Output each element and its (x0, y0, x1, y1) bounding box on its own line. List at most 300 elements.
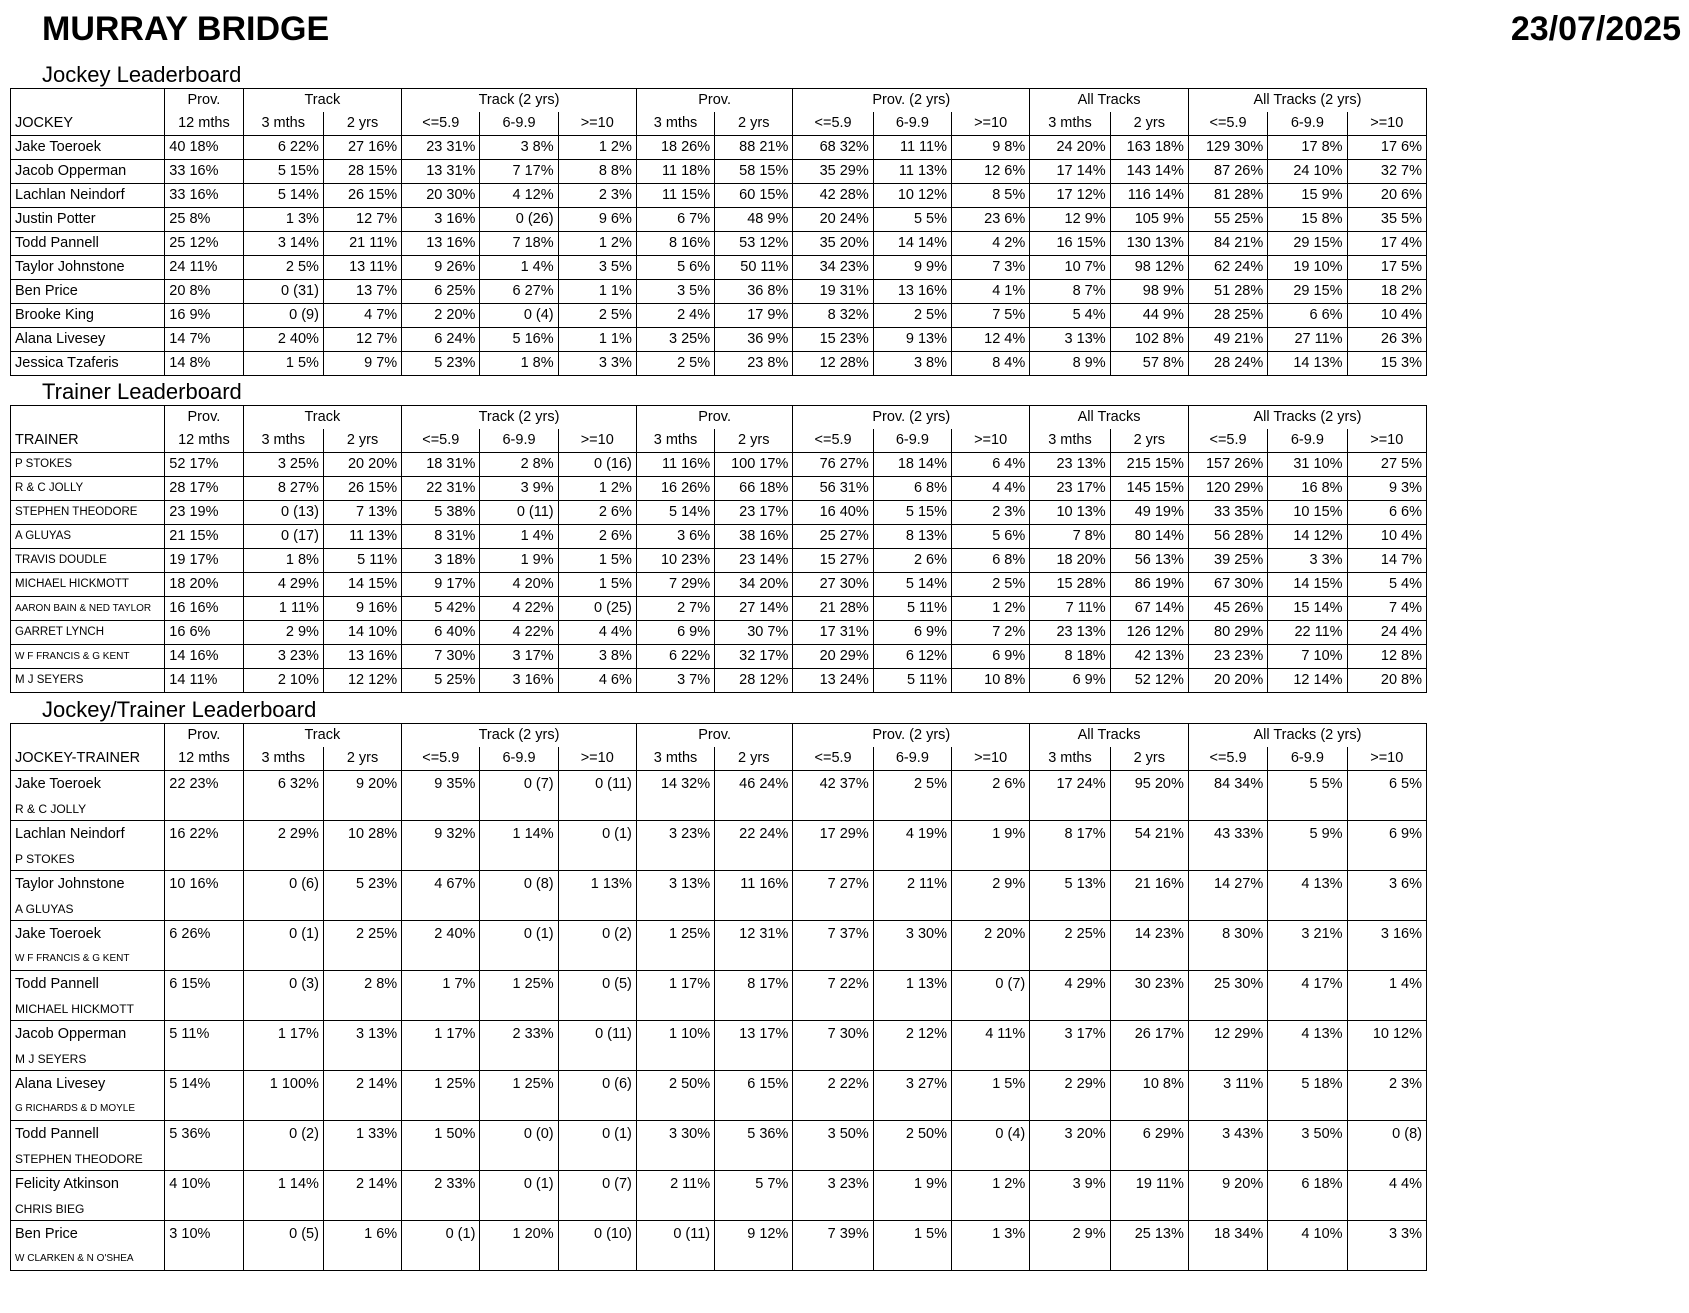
empty-cell (480, 947, 558, 971)
trainer-row (11, 453, 1427, 477)
empty-cell (323, 847, 401, 871)
stat-cell: 15 3% (1347, 352, 1426, 376)
stat-cell: 12 9% (1030, 208, 1110, 232)
empty-cell (1030, 847, 1110, 871)
stat-cell: 25 27% (793, 525, 873, 549)
stat-cell: 28 12% (715, 669, 793, 693)
empty-cell (402, 1097, 480, 1121)
stat-cell: 1 25% (402, 1071, 480, 1098)
empty-cell (952, 1197, 1030, 1221)
column-sub-header: >=10 (952, 747, 1030, 771)
stat-cell: 2 33% (480, 1021, 558, 1048)
column-group-header: All Tracks (2 yrs) (1188, 724, 1426, 748)
stat-cell: 7 8% (1030, 525, 1110, 549)
stat-cell: 46 24% (715, 771, 793, 798)
column-group-header: Prov. (636, 724, 792, 748)
stat-cell: 6 4% (952, 453, 1030, 477)
stat-cell: 28 17% (165, 477, 243, 501)
stat-cell: 3 43% (1188, 1121, 1267, 1148)
stat-cell: 35 5% (1347, 208, 1426, 232)
stat-cell: 13 7% (323, 280, 401, 304)
stat-cell: 8 13% (873, 525, 951, 549)
empty-cell (793, 897, 873, 921)
stat-cell: 1 5% (952, 1071, 1030, 1098)
jockey-row (11, 256, 1427, 280)
stat-cell: 2 5% (952, 573, 1030, 597)
stat-cell: 3 8% (480, 136, 558, 160)
column-group-header: Prov. (636, 89, 792, 113)
empty-cell (323, 1147, 401, 1171)
stat-cell: 2 40% (402, 921, 480, 948)
empty-cell (793, 1047, 873, 1071)
column-group-header: All Tracks (2 yrs) (1188, 406, 1426, 430)
empty-cell (1030, 1047, 1110, 1071)
stat-cell: 7 18% (480, 232, 558, 256)
stat-cell: 12 28% (793, 352, 873, 376)
stat-cell: 45 26% (1188, 597, 1267, 621)
column-sub-header: 6-9.9 (873, 112, 951, 136)
stat-cell: 80 14% (1110, 525, 1188, 549)
column-group-header: Track (2 yrs) (402, 724, 637, 748)
jockey-name: Taylor Johnstone (11, 256, 165, 280)
jockey-row (11, 280, 1427, 304)
stat-cell: 1 17% (402, 1021, 480, 1048)
empty-cell (323, 1197, 401, 1221)
empty-cell (636, 947, 714, 971)
stat-cell: 3 18% (402, 549, 480, 573)
stat-cell: 16 9% (165, 304, 243, 328)
stat-cell: 14 7% (165, 328, 243, 352)
stat-cell: 22 11% (1268, 621, 1347, 645)
stat-cell: 0 (10) (558, 1221, 636, 1248)
stat-cell: 1 8% (480, 352, 558, 376)
empty-cell (873, 847, 951, 871)
column-sub-header: 2 yrs (323, 429, 401, 453)
stat-cell: 20 20% (323, 453, 401, 477)
empty-cell (243, 847, 323, 871)
empty-cell (715, 1047, 793, 1071)
empty-cell (636, 1147, 714, 1171)
column-sub-header: 2 yrs (1110, 112, 1188, 136)
stat-cell: 9 20% (1188, 1171, 1267, 1198)
stat-cell: 1 4% (1347, 971, 1426, 998)
stat-cell: 4 11% (952, 1021, 1030, 1048)
stat-cell: 4 13% (1268, 871, 1347, 898)
stat-cell: 32 17% (715, 645, 793, 669)
stat-cell: 1 4% (480, 256, 558, 280)
empty-cell (1268, 1047, 1347, 1071)
empty-cell (873, 1147, 951, 1171)
column-group-header: Prov. (636, 406, 792, 430)
stat-cell: 1 17% (636, 971, 714, 998)
stat-cell: 18 31% (402, 453, 480, 477)
stat-cell: 5 18% (1268, 1071, 1347, 1098)
stat-cell: 29 15% (1268, 280, 1347, 304)
jockey-trainer-row (11, 1071, 1427, 1098)
stat-cell: 56 28% (1188, 525, 1267, 549)
stat-cell: 0 (2) (558, 921, 636, 948)
stat-cell: 5 14% (636, 501, 714, 525)
stat-cell: 22 31% (402, 477, 480, 501)
stat-cell: 10 4% (1347, 304, 1426, 328)
stat-cell: 3 23% (636, 821, 714, 848)
column-sub-header: 6-9.9 (873, 429, 951, 453)
empty-cell (1110, 1197, 1188, 1221)
empty-cell (873, 897, 951, 921)
stat-cell: 3 16% (1347, 921, 1426, 948)
stat-cell: 8 31% (402, 525, 480, 549)
empty-cell (636, 997, 714, 1021)
stat-cell: 1 25% (636, 921, 714, 948)
stat-cell: 16 40% (793, 501, 873, 525)
stat-cell: 9 3% (1347, 477, 1426, 501)
stat-cell: 0 (1) (558, 821, 636, 848)
stat-cell: 8 8% (558, 160, 636, 184)
stat-cell: 2 5% (873, 771, 951, 798)
column-group-header: Track (243, 406, 402, 430)
jockey-row (11, 304, 1427, 328)
stat-cell: 1 100% (243, 1071, 323, 1098)
stat-cell: 2 12% (873, 1021, 951, 1048)
stat-cell: 1 25% (480, 1071, 558, 1098)
empty-cell (1110, 1047, 1188, 1071)
stat-cell: 3 6% (1347, 871, 1426, 898)
stat-cell: 19 31% (793, 280, 873, 304)
empty-cell (558, 1247, 636, 1271)
column-sub-header: 2 yrs (1110, 747, 1188, 771)
stat-cell: 35 29% (793, 160, 873, 184)
jockey-trainer-row-trainer (11, 897, 1427, 921)
empty-cell (873, 1247, 951, 1271)
stat-cell: 3 50% (1268, 1121, 1347, 1148)
stat-cell: 105 9% (1110, 208, 1188, 232)
stat-cell: 15 23% (793, 328, 873, 352)
empty-cell (243, 1147, 323, 1171)
stat-cell: 21 15% (165, 525, 243, 549)
stat-cell: 2 9% (243, 621, 323, 645)
stat-cell: 2 14% (323, 1171, 401, 1198)
column-sub-header: <=5.9 (1188, 429, 1267, 453)
stat-cell: 3 10% (165, 1221, 243, 1248)
stat-cell: 2 4% (636, 304, 714, 328)
stat-cell: 14 10% (323, 621, 401, 645)
stat-cell: 12 31% (715, 921, 793, 948)
stat-cell: 5 36% (165, 1121, 243, 1148)
stat-cell: 22 23% (165, 771, 243, 798)
stat-cell: 6 9% (873, 621, 951, 645)
trainer-name: M J SEYERS (11, 669, 165, 693)
trainer-row (11, 573, 1427, 597)
stat-cell: 7 3% (952, 256, 1030, 280)
jockey-trainer-row (11, 1171, 1427, 1198)
stat-cell: 3 13% (323, 1021, 401, 1048)
stat-cell: 0 (6) (243, 871, 323, 898)
stat-cell: 0 (13) (243, 501, 323, 525)
empty-cell (480, 797, 558, 821)
column-sub-header: 3 mths (1030, 747, 1110, 771)
empty-cell (793, 997, 873, 1021)
column-sub-header: 6-9.9 (1268, 112, 1347, 136)
stat-cell: 28 24% (1188, 352, 1267, 376)
stat-cell: 0 (31) (243, 280, 323, 304)
stat-cell: 6 9% (952, 645, 1030, 669)
stat-cell: 5 16% (480, 328, 558, 352)
column-sub-header: >=10 (558, 112, 636, 136)
jt-trainer-name: CHRIS BIEG (11, 1197, 165, 1221)
stat-cell: 67 30% (1188, 573, 1267, 597)
stat-cell: 0 (26) (480, 208, 558, 232)
column-sub-header: 3 mths (1030, 429, 1110, 453)
stat-cell: 56 31% (793, 477, 873, 501)
jockey-row (11, 184, 1427, 208)
stat-cell: 58 15% (715, 160, 793, 184)
stat-cell: 33 16% (165, 160, 243, 184)
header-sub-row (11, 112, 1427, 136)
empty-cell (1188, 947, 1267, 971)
empty-cell (558, 1147, 636, 1171)
stat-cell: 19 11% (1110, 1171, 1188, 1198)
empty-cell (1268, 847, 1347, 871)
column-sub-header: 12 mths (165, 429, 243, 453)
empty-cell (1268, 897, 1347, 921)
stat-cell: 3 14% (243, 232, 323, 256)
header-sub-row (11, 429, 1427, 453)
jt-trainer-name: STEPHEN THEODORE (11, 1147, 165, 1171)
stat-cell: 4 4% (952, 477, 1030, 501)
stat-cell: 6 25% (402, 280, 480, 304)
jockey-name: Justin Potter (11, 208, 165, 232)
stat-cell: 2 9% (952, 871, 1030, 898)
stat-cell: 80 29% (1188, 621, 1267, 645)
stat-cell: 6 6% (1347, 501, 1426, 525)
column-sub-header: 2 yrs (323, 747, 401, 771)
stat-cell: 15 14% (1268, 597, 1347, 621)
empty-cell (1347, 947, 1426, 971)
jockey-trainer-row (11, 771, 1427, 798)
empty-cell (715, 1147, 793, 1171)
stat-cell: 81 28% (1188, 184, 1267, 208)
stat-cell: 25 13% (1110, 1221, 1188, 1248)
column-sub-header: <=5.9 (793, 747, 873, 771)
column-sub-header: <=5.9 (402, 747, 480, 771)
stat-cell: 5 36% (715, 1121, 793, 1148)
stat-cell: 12 4% (952, 328, 1030, 352)
empty-cell (636, 1197, 714, 1221)
stat-cell: 32 7% (1347, 160, 1426, 184)
stat-cell: 4 20% (480, 573, 558, 597)
empty-cell (1188, 1247, 1267, 1271)
stat-cell: 26 17% (1110, 1021, 1188, 1048)
stat-cell: 11 11% (873, 136, 951, 160)
stat-cell: 10 12% (873, 184, 951, 208)
stat-cell: 17 6% (1347, 136, 1426, 160)
stat-cell: 1 10% (636, 1021, 714, 1048)
jt-jockey-name: Taylor Johnstone (11, 871, 165, 898)
empty-cell (243, 1097, 323, 1121)
empty-cell (636, 1247, 714, 1271)
empty-cell (1188, 1197, 1267, 1221)
stat-cell: 1 2% (952, 1171, 1030, 1198)
empty-cell (1347, 1247, 1426, 1271)
stat-cell: 102 8% (1110, 328, 1188, 352)
empty-cell (952, 897, 1030, 921)
empty-cell (558, 1197, 636, 1221)
empty-cell (1268, 947, 1347, 971)
stat-cell: 157 26% (1188, 453, 1267, 477)
stat-cell: 0 (1) (558, 1121, 636, 1148)
stat-cell: 0 (11) (558, 1021, 636, 1048)
stat-cell: 2 5% (558, 304, 636, 328)
column-sub-header: <=5.9 (1188, 747, 1267, 771)
empty-cell (715, 997, 793, 1021)
stat-cell: 34 20% (715, 573, 793, 597)
stat-cell: 0 (8) (1347, 1121, 1426, 1148)
stat-cell: 20 30% (402, 184, 480, 208)
stat-cell: 1 8% (243, 549, 323, 573)
stat-cell: 5 14% (243, 184, 323, 208)
stat-cell: 13 24% (793, 669, 873, 693)
trainer-row (11, 621, 1427, 645)
stat-cell: 5 11% (873, 669, 951, 693)
jt-trainer-name: MICHAEL HICKMOTT (11, 997, 165, 1021)
stat-cell: 1 20% (480, 1221, 558, 1248)
stat-cell: 14 23% (1110, 921, 1188, 948)
empty-cell (873, 1097, 951, 1121)
column-sub-header: <=5.9 (402, 112, 480, 136)
stat-cell: 18 20% (1030, 549, 1110, 573)
stat-cell: 1 33% (323, 1121, 401, 1148)
stat-cell: 13 17% (715, 1021, 793, 1048)
empty-cell (1030, 897, 1110, 921)
column-sub-header: >=10 (952, 429, 1030, 453)
stat-cell: 34 23% (793, 256, 873, 280)
stat-cell: 17 8% (1268, 136, 1347, 160)
empty-cell (165, 897, 243, 921)
empty-cell (1347, 847, 1426, 871)
stat-cell: 66 18% (715, 477, 793, 501)
empty-cell (1030, 1197, 1110, 1221)
stat-cell: 52 12% (1110, 669, 1188, 693)
jt-jockey-name: Jacob Opperman (11, 1021, 165, 1048)
column-sub-header: >=10 (1347, 112, 1426, 136)
stat-cell: 14 32% (636, 771, 714, 798)
empty-cell (1188, 1147, 1267, 1171)
empty-cell (1030, 1097, 1110, 1121)
jockey-name: Ben Price (11, 280, 165, 304)
stat-cell: 2 3% (1347, 1071, 1426, 1098)
stat-cell: 88 21% (715, 136, 793, 160)
stat-cell: 8 5% (952, 184, 1030, 208)
stat-cell: 42 37% (793, 771, 873, 798)
stat-cell: 9 6% (558, 208, 636, 232)
stat-cell: 87 26% (1188, 160, 1267, 184)
stat-cell: 9 8% (952, 136, 1030, 160)
stat-cell: 22 24% (715, 821, 793, 848)
empty-cell (480, 1047, 558, 1071)
stat-cell: 4 12% (480, 184, 558, 208)
stat-cell: 84 34% (1188, 771, 1267, 798)
stat-cell: 1 2% (952, 597, 1030, 621)
jt-trainer-name: W CLARKEN & N O'SHEA (11, 1247, 165, 1271)
empty-cell (793, 797, 873, 821)
stat-cell: 5 6% (952, 525, 1030, 549)
column-group-header: Track (243, 724, 402, 748)
jockey-row (11, 208, 1427, 232)
stat-cell: 8 32% (793, 304, 873, 328)
stat-cell: 4 4% (1347, 1171, 1426, 1198)
trainer-section-title: Trainer Leaderboard (42, 379, 242, 404)
stat-cell: 1 17% (243, 1021, 323, 1048)
empty-cell (793, 1147, 873, 1171)
stat-cell: 0 (4) (952, 1121, 1030, 1148)
column-sub-header: 2 yrs (323, 112, 401, 136)
stat-cell: 0 (16) (558, 453, 636, 477)
column-sub-header: 2 yrs (715, 429, 793, 453)
stat-cell: 5 5% (873, 208, 951, 232)
empty-cell (715, 947, 793, 971)
column-sub-header: <=5.9 (793, 112, 873, 136)
column-sub-header: 3 mths (636, 747, 714, 771)
stat-cell: 8 17% (1030, 821, 1110, 848)
stat-cell: 1 1% (558, 328, 636, 352)
stat-cell: 7 5% (952, 304, 1030, 328)
stat-cell: 3 13% (1030, 328, 1110, 352)
stat-cell: 42 28% (793, 184, 873, 208)
empty-cell (873, 947, 951, 971)
stat-cell: 4 29% (243, 573, 323, 597)
stat-cell: 1 9% (480, 549, 558, 573)
empty-cell (243, 997, 323, 1021)
stat-cell: 3 17% (480, 645, 558, 669)
stat-cell: 1 5% (243, 352, 323, 376)
stat-cell: 14 12% (1268, 525, 1347, 549)
stat-cell: 14 8% (165, 352, 243, 376)
stat-cell: 163 18% (1110, 136, 1188, 160)
jockey-trainer-section-title: Jockey/Trainer Leaderboard (42, 697, 317, 722)
stat-cell: 6 32% (243, 771, 323, 798)
stat-cell: 145 15% (1110, 477, 1188, 501)
empty-cell (558, 847, 636, 871)
stat-cell: 2 50% (636, 1071, 714, 1098)
stat-cell: 17 29% (793, 821, 873, 848)
stat-cell: 8 18% (1030, 645, 1110, 669)
stat-cell: 0 (11) (636, 1221, 714, 1248)
empty-cell (1110, 797, 1188, 821)
trainer-name: TRAVIS DOUDLE (11, 549, 165, 573)
column-sub-header: 3 mths (243, 747, 323, 771)
stat-cell: 14 27% (1188, 871, 1267, 898)
jockey-trainer-row (11, 1021, 1427, 1048)
column-sub-header: 3 mths (243, 112, 323, 136)
trainer-row (11, 549, 1427, 573)
trainer-row (11, 645, 1427, 669)
empty-cell (480, 1147, 558, 1171)
column-group-header: All Tracks (1030, 406, 1189, 430)
column-sub-header: <=5.9 (1188, 112, 1267, 136)
empty-cell (1188, 847, 1267, 871)
stat-cell: 6 6% (1268, 304, 1347, 328)
stat-cell: 2 50% (873, 1121, 951, 1148)
jt-jockey-name: Ben Price (11, 1221, 165, 1248)
empty-cell (243, 1047, 323, 1071)
stat-cell: 24 10% (1268, 160, 1347, 184)
header-group-row (11, 724, 1427, 748)
stat-cell: 2 11% (636, 1171, 714, 1198)
stat-cell: 1 13% (873, 971, 951, 998)
stat-cell: 120 29% (1188, 477, 1267, 501)
stat-cell: 3 3% (1268, 549, 1347, 573)
empty-cell (165, 1097, 243, 1121)
